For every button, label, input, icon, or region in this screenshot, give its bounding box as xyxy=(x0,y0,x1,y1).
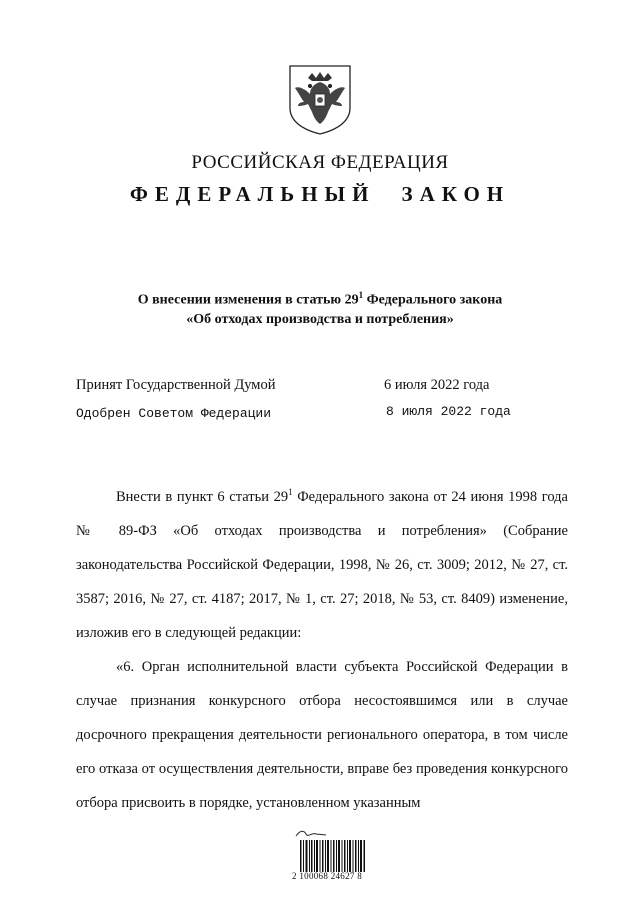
council-approval-label: Одобрен Советом Федерации xyxy=(76,406,272,421)
doctype-word-federal: ФЕДЕРАЛЬНЫЙ xyxy=(129,182,376,206)
law-title-line-2: «Об отходах производства и потребления» xyxy=(186,311,454,327)
law-title xyxy=(60,286,580,329)
signature-mark-icon xyxy=(286,826,386,840)
russian-coat-of-arms-icon xyxy=(286,62,354,136)
barcode-number: 2 100068 24627 8 xyxy=(292,871,363,881)
law-body xyxy=(76,480,568,820)
document-type-heading xyxy=(0,182,640,207)
body-paragraph-2: «6. Орган исполнительной власти субъекта Российской Федерации в случае признания конкурсного отбора несостоявшимся или в случае досрочного прекращения деятельности регионального оператора, в том числе его отказа от осуществления деятельности, вправе без проведения конкурсного отбора присвоить в порядке, установленном указанным xyxy=(76,659,568,811)
country-heading: РОССИЙСКАЯ ФЕДЕРАЦИЯ xyxy=(191,152,449,173)
body-paragraph-1: Внести в пункт 6 статьи $29^1$ Федерального закона от 24 июня 1998 года № 89-ФЗ «Об отходах производства и потребления» (Собрание законодательства Российской Федерации, 1998, № 26, ст. 3009; 2012, № 27, ст. 3587; 2016, № 27, ст. 4187; 2017, № 1, ст. 27; 2018, № 53, ст. 8409) изменение, изложив его в следующей редакции: xyxy=(76,487,568,641)
duma-adoption-date: 6 июля 2022 года xyxy=(384,377,490,393)
law-title-line-1: О внесении изменения в статью $29^1$ Федерального закона xyxy=(137,290,503,308)
council-approval-date: 8 июля 2022 года xyxy=(386,404,511,419)
barcode-icon xyxy=(300,840,366,872)
duma-adoption-label: Принят Государственной Думой xyxy=(76,377,276,393)
doctype-word-law: ЗАКОН xyxy=(401,182,511,206)
